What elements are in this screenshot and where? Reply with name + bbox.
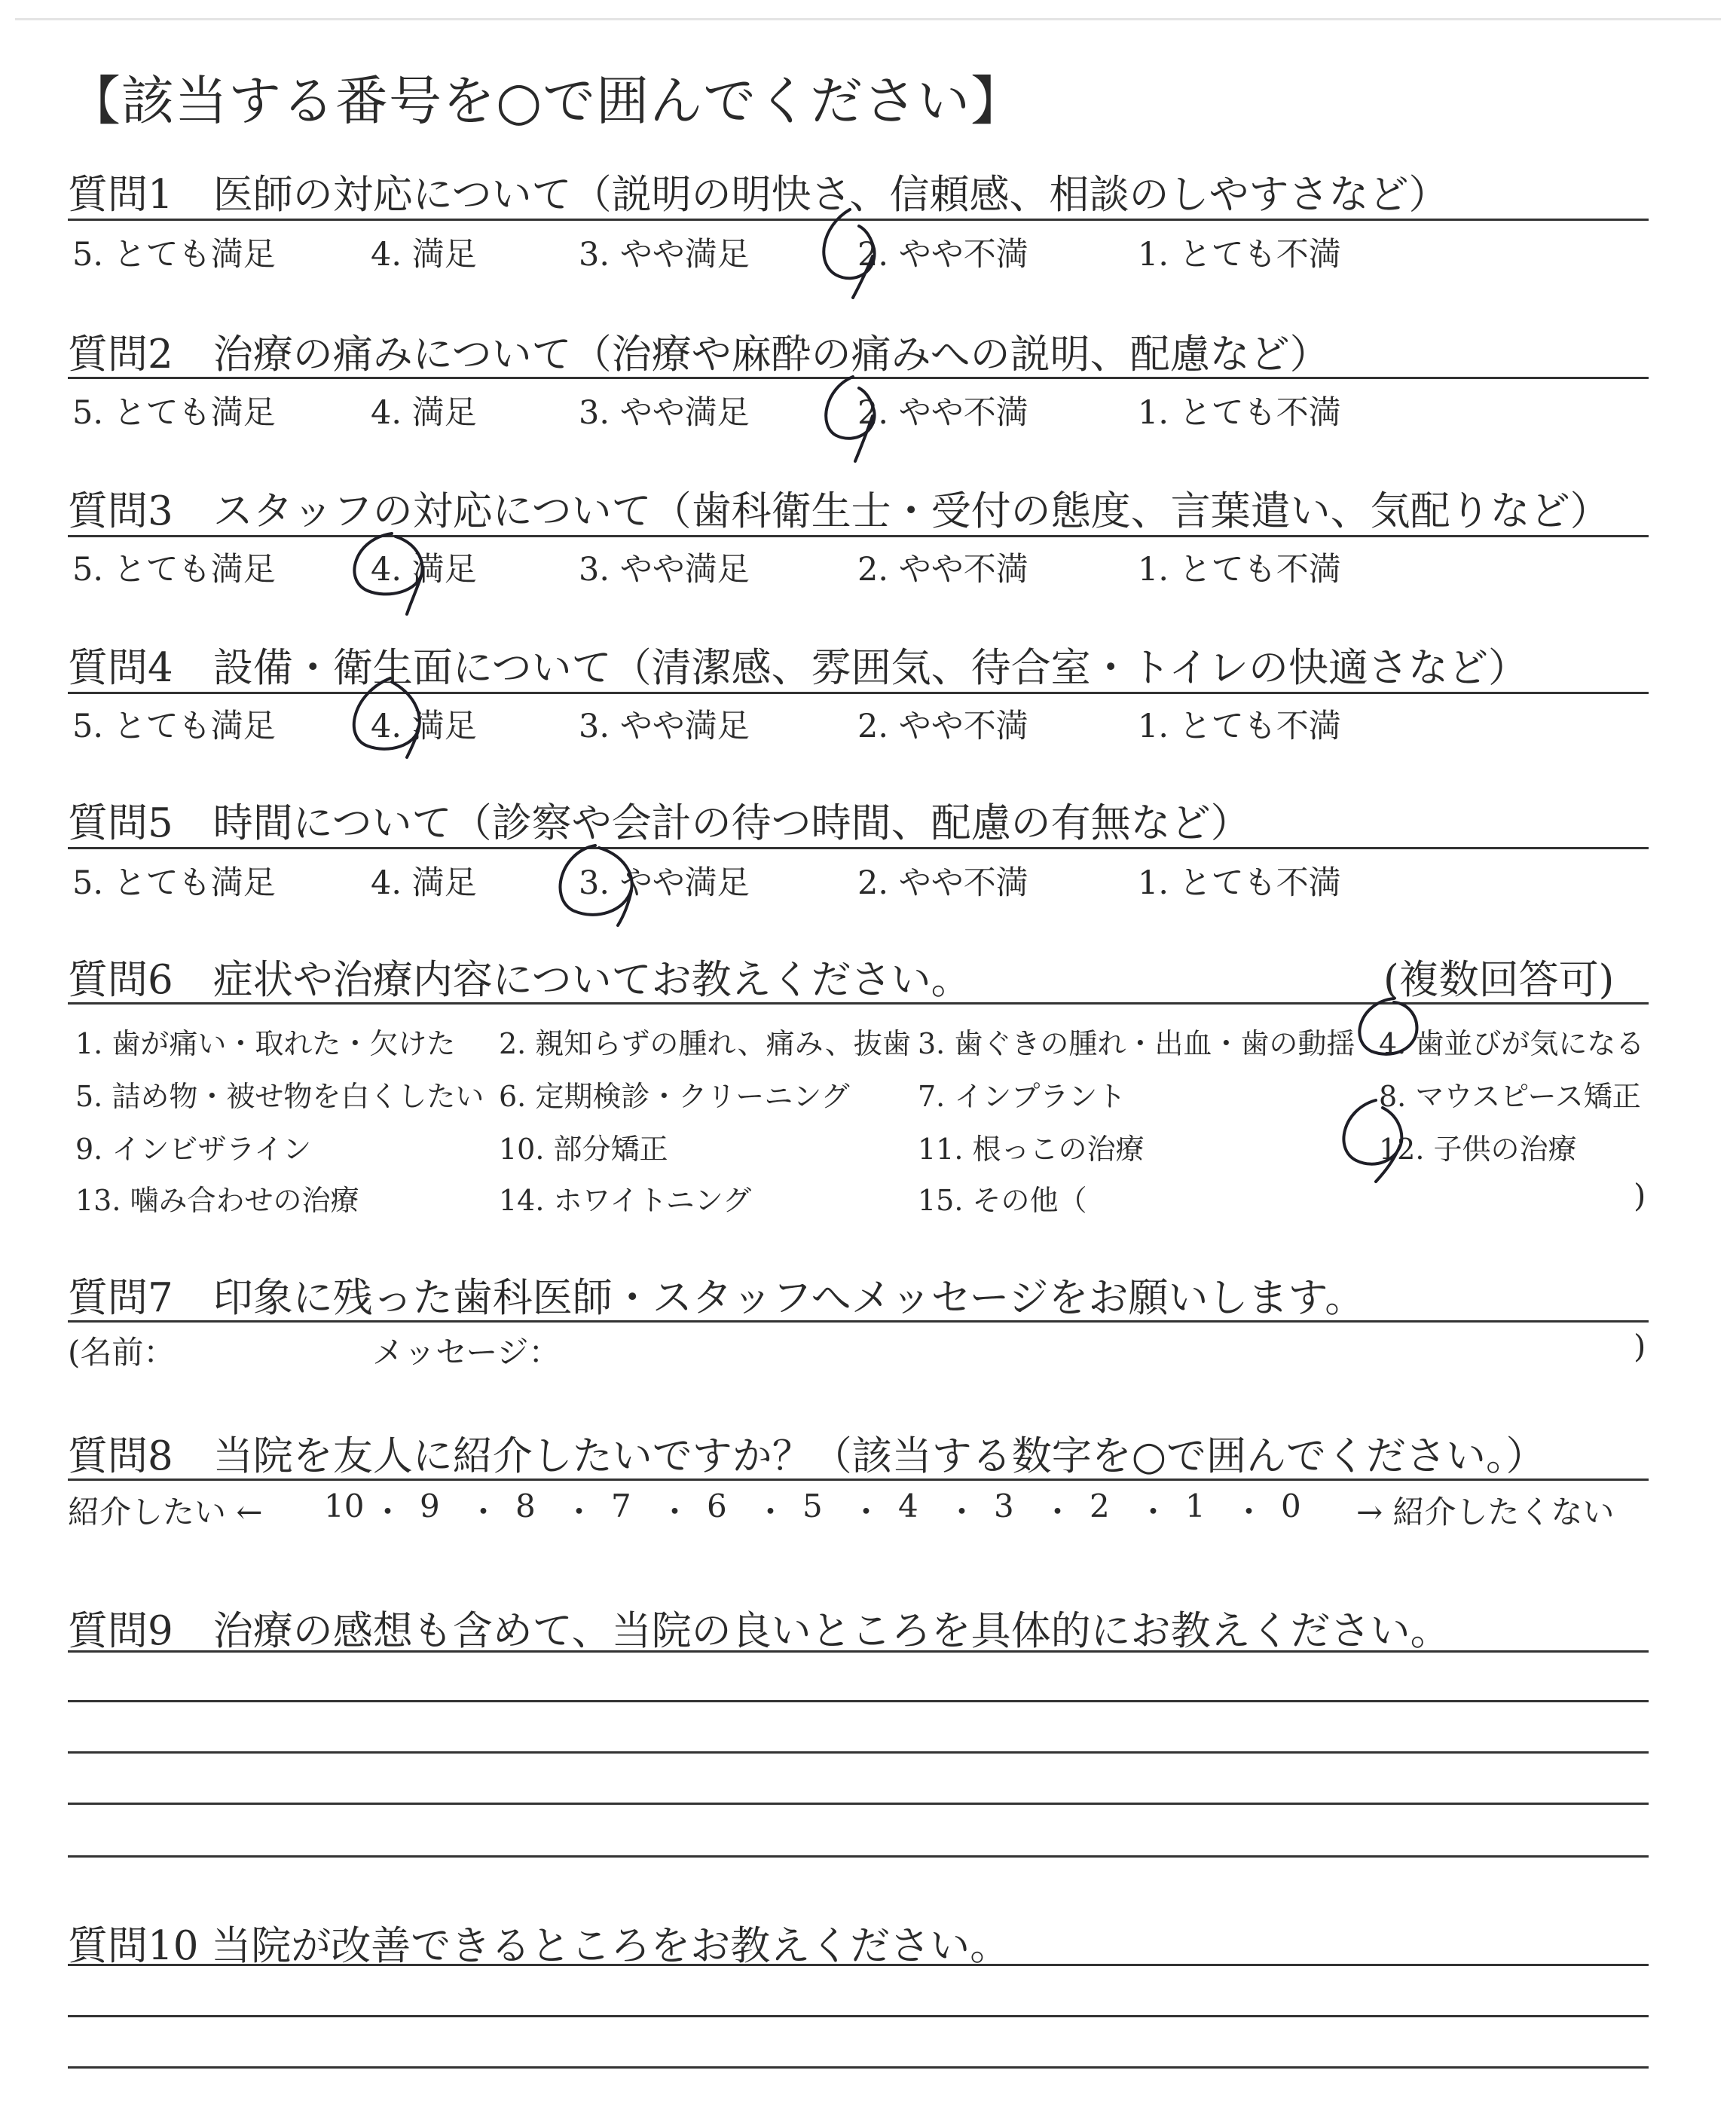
scale-separator: ・: [754, 1494, 787, 1531]
question-8-rule: [68, 1479, 1649, 1481]
scale-separator: ・: [467, 1494, 500, 1531]
q4-option-5[interactable]: 5. とても満足: [72, 708, 276, 745]
question-4-rule: [68, 692, 1649, 694]
q6-choice-1[interactable]: 1. 歯が痛い・取れた・欠けた: [75, 1027, 456, 1060]
q6-choice-9[interactable]: 9. インビザライン: [75, 1133, 312, 1166]
question-2-rule: [68, 377, 1649, 379]
q2-option-4[interactable]: 4. 満足: [371, 394, 477, 432]
q6-choice-4[interactable]: 4. 歯並びが気になる: [1379, 1027, 1645, 1060]
q9-answer-line-4[interactable]: [68, 1855, 1649, 1858]
q6-choice-15[interactable]: 15. その他（: [918, 1184, 1087, 1217]
recommend-left-label: 紹介したい ←: [68, 1494, 263, 1531]
question-5-title: 質問5 時間について（診察や会計の待つ時間、配慮の有無など）: [68, 800, 1251, 846]
q9-answer-line-2[interactable]: [68, 1751, 1649, 1754]
q10-answer-line-1[interactable]: [68, 2015, 1649, 2017]
q9-rule-1: [68, 1650, 1649, 1653]
q1-option-4[interactable]: 4. 満足: [371, 236, 477, 274]
q10-answer-line-2[interactable]: [68, 2066, 1649, 2069]
q6-choice-6[interactable]: 6. 定期検診・クリーニング: [499, 1080, 850, 1113]
scale-value-3[interactable]: 3: [994, 1488, 1014, 1524]
question-9-title: 質問9 治療の感想も含めて、当院の良いところを具体的にお教えください。: [68, 1608, 1450, 1654]
q5-option-1[interactable]: 1. とても不満: [1138, 864, 1341, 902]
scale-separator: ・: [1137, 1494, 1169, 1531]
q2-option-3[interactable]: 3. やや満足: [579, 394, 750, 432]
q1-option-5[interactable]: 5. とても満足: [72, 236, 276, 274]
q3-option-5[interactable]: 5. とても満足: [72, 551, 276, 589]
scale-value-9[interactable]: 9: [420, 1488, 440, 1524]
q9-answer-line-1[interactable]: [68, 1700, 1649, 1702]
q2-option-5[interactable]: 5. とても満足: [72, 394, 276, 432]
question-7-rule: [68, 1320, 1649, 1323]
scale-value-5[interactable]: 5: [802, 1488, 823, 1524]
name-label: (名前：: [68, 1334, 176, 1371]
question-1-rule: [68, 219, 1649, 221]
question-1-title: 質問1 医師の対応について（説明の明快さ、信頼感、相談のしやすさなど）: [68, 172, 1449, 218]
q1-option-2[interactable]: 2. やや不満: [857, 236, 1028, 274]
q6-choice-3[interactable]: 3. 歯ぐきの腫れ・出血・歯の動揺: [918, 1027, 1355, 1060]
scale-separator: ・: [850, 1494, 882, 1531]
question-2-title: 質問2 治療の痛みについて（治療や麻酔の痛みへの説明、配慮など）: [68, 332, 1330, 378]
q6-choice-2[interactable]: 2. 親知らずの腫れ、痛み、抜歯: [499, 1027, 911, 1060]
q4-option-3[interactable]: 3. やや満足: [579, 708, 750, 745]
q2-option-2[interactable]: 2. やや不満: [857, 394, 1028, 432]
q2-option-1[interactable]: 1. とても不満: [1138, 394, 1341, 432]
scale-value-6[interactable]: 6: [707, 1488, 727, 1524]
question-3-title: 質問3 スタッフの対応について（歯科衛生士・受付の態度、言葉遣い、気配りなど）: [68, 488, 1610, 534]
q5-option-3[interactable]: 3. やや満足: [579, 864, 750, 902]
q6-choice-14[interactable]: 14. ホワイトニング: [499, 1184, 752, 1217]
scale-value-2[interactable]: 2: [1090, 1488, 1110, 1524]
q6-choice-5[interactable]: 5. 詰め物・被せ物を白くしたい: [75, 1080, 484, 1113]
question-6-title: 質問6 症状や治療内容についてお教えください。: [68, 957, 971, 1003]
q6-choice-8[interactable]: 8. マウスピース矯正: [1379, 1080, 1641, 1113]
q10-rule-1: [68, 1964, 1649, 1966]
question-10-title: 質問10 当院が改善できるところをお教えください。: [68, 1923, 1010, 1969]
q5-option-4[interactable]: 4. 満足: [371, 864, 477, 902]
message-label: メッセージ：: [372, 1334, 561, 1371]
q6-choice-7[interactable]: 7. インプラント: [918, 1080, 1126, 1113]
top-border: [15, 18, 1721, 20]
question-4-title: 質問4 設備・衛生面について（清潔感、雰囲気、待合室・トイレの快適さなど）: [68, 645, 1529, 691]
scale-value-0[interactable]: 0: [1281, 1488, 1301, 1524]
q3-option-2[interactable]: 2. やや不満: [857, 551, 1028, 589]
q4-option-4[interactable]: 4. 満足: [371, 708, 477, 745]
question-5-rule: [68, 847, 1649, 849]
recommend-right-label: → 紹介したくない: [1356, 1494, 1615, 1531]
q5-option-2[interactable]: 2. やや不満: [857, 864, 1028, 902]
scale-separator: ・: [946, 1494, 978, 1531]
scale-separator: ・: [659, 1494, 691, 1531]
q5-option-5[interactable]: 5. とても満足: [72, 864, 276, 902]
scale-separator: ・: [371, 1494, 404, 1531]
q6-choice-12[interactable]: 12. 子供の治療: [1379, 1133, 1577, 1166]
scale-value-8[interactable]: 8: [515, 1488, 536, 1524]
question-8-title: 質問8 当院を友人に紹介したいですか？（該当する数字を○で囲んでください。）: [68, 1433, 1546, 1479]
scale-separator: ・: [1233, 1494, 1265, 1531]
q7-close-paren: ): [1634, 1328, 1646, 1365]
q1-option-3[interactable]: 3. やや満足: [579, 236, 750, 274]
q6-choice-10[interactable]: 10. 部分矯正: [499, 1133, 668, 1166]
scale-value-10[interactable]: 10: [324, 1488, 365, 1524]
q6-choice-11[interactable]: 11. 根っこの治療: [918, 1133, 1145, 1166]
q1-option-1[interactable]: 1. とても不満: [1138, 236, 1341, 274]
q3-option-1[interactable]: 1. とても不満: [1138, 551, 1341, 589]
page-heading: 【該当する番号を○で囲んでください】: [68, 70, 1025, 132]
q6-other-close-paren: ): [1634, 1177, 1646, 1214]
q4-option-2[interactable]: 2. やや不満: [857, 708, 1028, 745]
q4-option-1[interactable]: 1. とても不満: [1138, 708, 1341, 745]
question-7-title: 質問7 印象に残った歯科医師・スタッフへメッセージをお願いします。: [68, 1275, 1365, 1321]
question-6-rule: [68, 1002, 1649, 1005]
q3-option-4[interactable]: 4. 満足: [371, 551, 477, 589]
scale-separator: ・: [563, 1494, 595, 1531]
q9-answer-line-3[interactable]: [68, 1803, 1649, 1805]
multiple-answers-note: (複数回答可): [1383, 957, 1615, 1003]
q3-option-3[interactable]: 3. やや満足: [579, 551, 750, 589]
scale-separator: ・: [1041, 1494, 1074, 1531]
scale-value-1[interactable]: 1: [1185, 1488, 1206, 1524]
scale-value-4[interactable]: 4: [898, 1488, 918, 1524]
q6-choice-13[interactable]: 13. 噛み合わせの治療: [75, 1184, 359, 1217]
question-3-rule: [68, 535, 1649, 537]
scale-value-7[interactable]: 7: [611, 1488, 631, 1524]
